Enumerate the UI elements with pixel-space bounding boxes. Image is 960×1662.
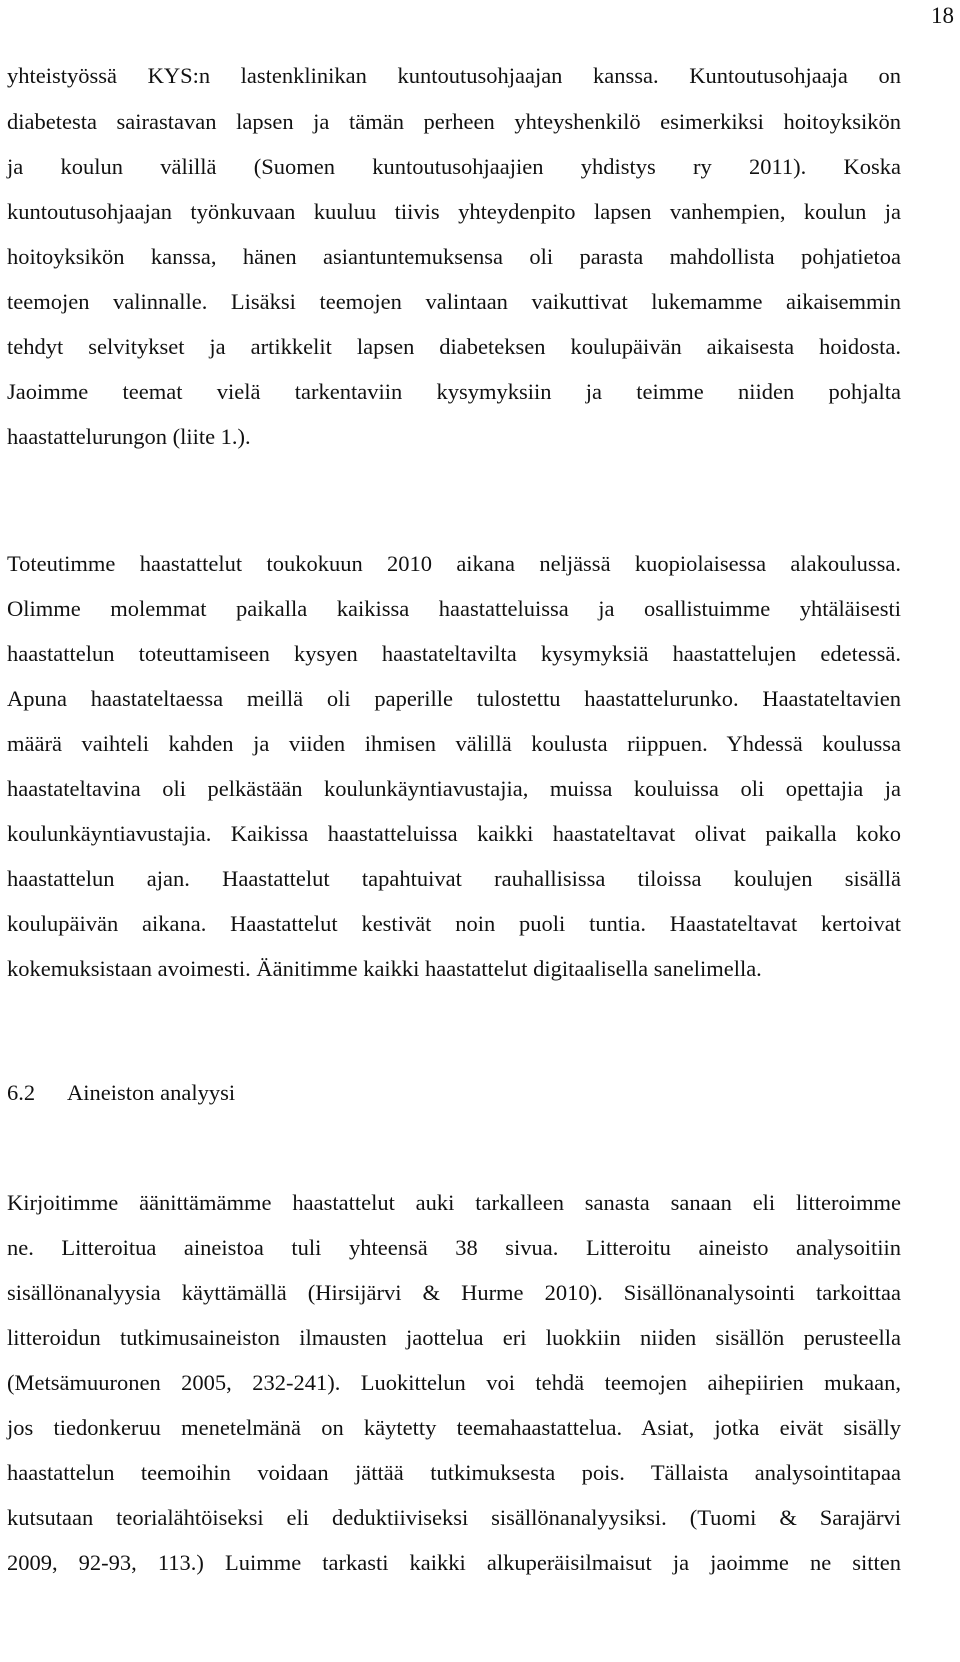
text-line: jos tiedonkeruu menetelmänä on käytetty teemahaastattelua. Asiat, jotka eivät sisälly: [7, 1415, 901, 1440]
page-number: 18: [931, 3, 954, 28]
text-line: diabetesta sairastavan lapsen ja tämän perheen yhteyshenkilö esimerkiksi hoitoyksikön: [7, 109, 901, 134]
text-line: Apuna haastateltaessa meillä oli paperille tulostettu haastattelurunko. Haastateltavien: [7, 686, 901, 711]
text-line: Olimme molemmat paikalla kaikissa haastatteluissa ja osallistuimme yhtäläisesti: [7, 596, 901, 621]
text-line: 2009, 92-93, 113.) Luimme tarkasti kaikki alkuperäisilmaisut ja jaoimme ne sitten: [7, 1550, 901, 1575]
text-line: Jaoimme teemat vielä tarkentaviin kysymyksiin ja teimme niiden pohjalta: [7, 379, 901, 404]
text-line: kutsutaan teorialähtöiseksi eli deduktiiviseksi sisällönanalyysiksi. (Tuomi & Sarajärvi: [7, 1505, 901, 1530]
text-line: haastattelun ajan. Haastattelut tapahtuivat rauhallisissa tiloissa koulujen sisällä: [7, 866, 901, 891]
text-line: yhteistyössä KYS:n lastenklinikan kuntoutusohjaajan kanssa. Kuntoutusohjaaja on: [7, 63, 901, 88]
text-line: ne. Litteroitua aineistoa tuli yhteensä 38 sivua. Litteroitu aineisto analysoitiin: [7, 1235, 901, 1260]
text-line: hoitoyksikön kanssa, hänen asiantuntemuksensa oli parasta mahdollista pohjatietoa: [7, 244, 901, 269]
text-line: koulupäivän aikana. Haastattelut kestivät noin puoli tuntia. Haastateltavat kertoivat: [7, 911, 901, 936]
text-line: tehdyt selvitykset ja artikkelit lapsen diabeteksen koulupäivän aikaisesta hoidosta.: [7, 334, 901, 359]
text-line: haastateltavina oli pelkästään koulunkäyntiavustajia, muissa kouluissa oli opettajia ja: [7, 776, 901, 801]
text-line: litteroidun tutkimusaineiston ilmausten jaottelua eri luokkiin niiden sisällön perusteella: [7, 1325, 901, 1350]
text-line: Kirjoitimme äänittämämme haastattelut auki tarkalleen sanasta sanaan eli litteroimme: [7, 1190, 901, 1215]
section-title: Aineiston analyysi: [67, 1080, 236, 1105]
section-number: 6.2: [7, 1080, 36, 1105]
text-line: määrä vaihteli kahden ja viiden ihmisen välillä koulusta riippuen. Yhdessä koulussa: [7, 731, 901, 756]
text-line: haastattelurungon (liite 1.).: [7, 424, 251, 449]
text-line: koulunkäyntiavustajia. Kaikissa haastatteluissa kaikki haastateltavat olivat paikalla koko: [7, 821, 901, 846]
text-line: kuntoutusohjaajan työnkuvaan kuuluu tiivis yhteydenpito lapsen vanhempien, koulun ja: [7, 199, 901, 224]
text-line: kokemuksistaan avoimesti. Äänitimme kaikki haastattelut digitaalisella sanelimella.: [7, 956, 762, 981]
text-line: haastattelun toteuttamiseen kysyen haastateltavilta kysymyksiä haastattelujen edetessä.: [7, 641, 901, 666]
text-line: teemojen valinnalle. Lisäksi teemojen valintaan vaikuttivat lukemamme aikaisemmin: [7, 289, 901, 314]
text-line: Toteutimme haastattelut toukokuun 2010 aikana neljässä kuopiolaisessa alakoulussa.: [7, 551, 901, 576]
section-heading: [7, 1079, 235, 1106]
text-line: sisällönanalyysia käyttämällä (Hirsijärvi & Hurme 2010). Sisällönanalysointi tarkoittaa: [7, 1280, 901, 1305]
text-line: haastattelun teemoihin voidaan jättää tutkimuksesta pois. Tällaista analysointitapaa: [7, 1460, 901, 1485]
text-line: (Metsämuuronen 2005, 232-241). Luokittelun voi tehdä teemojen aihepiirien mukaan,: [7, 1370, 901, 1395]
text-line: ja koulun välillä (Suomen kuntoutusohjaajien yhdistys ry 2011). Koska: [7, 154, 901, 179]
